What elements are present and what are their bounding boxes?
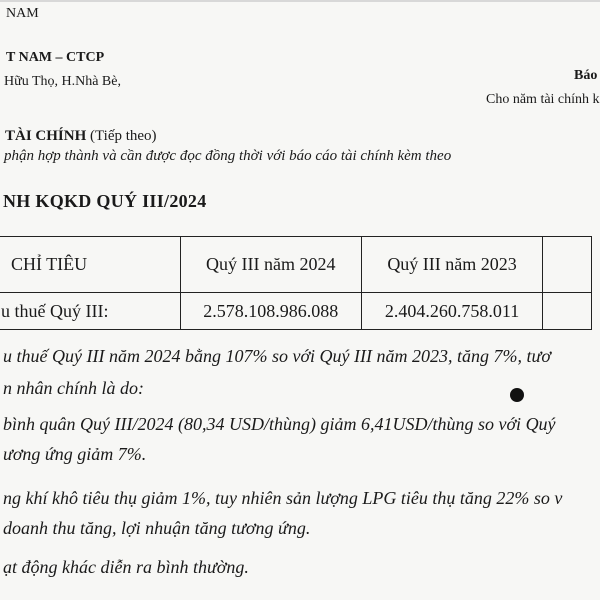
paragraph-line-1: u thuế Quý III năm 2024 bằng 107% so với Quý III năm 2023, tăng 7%, tươ [3, 346, 551, 366]
header-report-label: Báo [574, 68, 598, 83]
header-fiscal-year: Cho năm tài chính k [486, 92, 600, 107]
results-table [0, 236, 592, 330]
paragraph-line-6: doanh thu tăng, lợi nhuận tăng tương ứng. [3, 518, 311, 538]
paragraph-line-2: n nhân chính là do: [3, 378, 144, 398]
cell-cut [543, 293, 592, 330]
ink-dot [510, 388, 524, 402]
section-title-bold: TÀI CHÍNH [5, 128, 87, 144]
col-header-cut [543, 237, 592, 293]
col-header-q3-2024: Quý III năm 2024 [180, 237, 361, 293]
col-header-q3-2023: Quý III năm 2023 [361, 237, 542, 293]
row-label: u thuế Quý III: [0, 293, 180, 330]
section-subtitle: phận hợp thành và cần được đọc đồng thời với báo cáo tài chính kèm theo [4, 148, 452, 164]
top-edge-line [0, 0, 600, 2]
table-header-row [0, 237, 592, 293]
paragraph-line-3: bình quân Quý III/2024 (80,34 USD/thùng) giảm 6,41USD/thùng so với Quý [3, 414, 556, 434]
paragraph-line-5: ng khí khô tiêu thụ giảm 1%, tuy nhiên sản lượng LPG tiêu thụ tăng 22% so v [3, 488, 563, 508]
header-company-name: T NAM – CTCP [6, 50, 105, 65]
col-header-criteria: CHỈ TIÊU [0, 237, 180, 293]
value-q3-2023: 2.404.260.758.011 [361, 293, 542, 330]
value-q3-2024: 2.578.108.986.088 [180, 293, 361, 330]
header-line-1: NAM [6, 6, 39, 21]
paragraph-line-4: ương ứng giảm 7%. [3, 444, 147, 464]
section-title-rest: (Tiếp theo) [86, 128, 157, 144]
header-address: Hữu Thọ, H.Nhà Bè, [4, 74, 121, 89]
table-row [0, 293, 592, 330]
paragraph-line-7: ạt động khác diễn ra bình thường. [3, 557, 249, 577]
section-title [5, 128, 157, 145]
page-heading: NH KQKD QUÝ III/2024 [3, 191, 207, 211]
